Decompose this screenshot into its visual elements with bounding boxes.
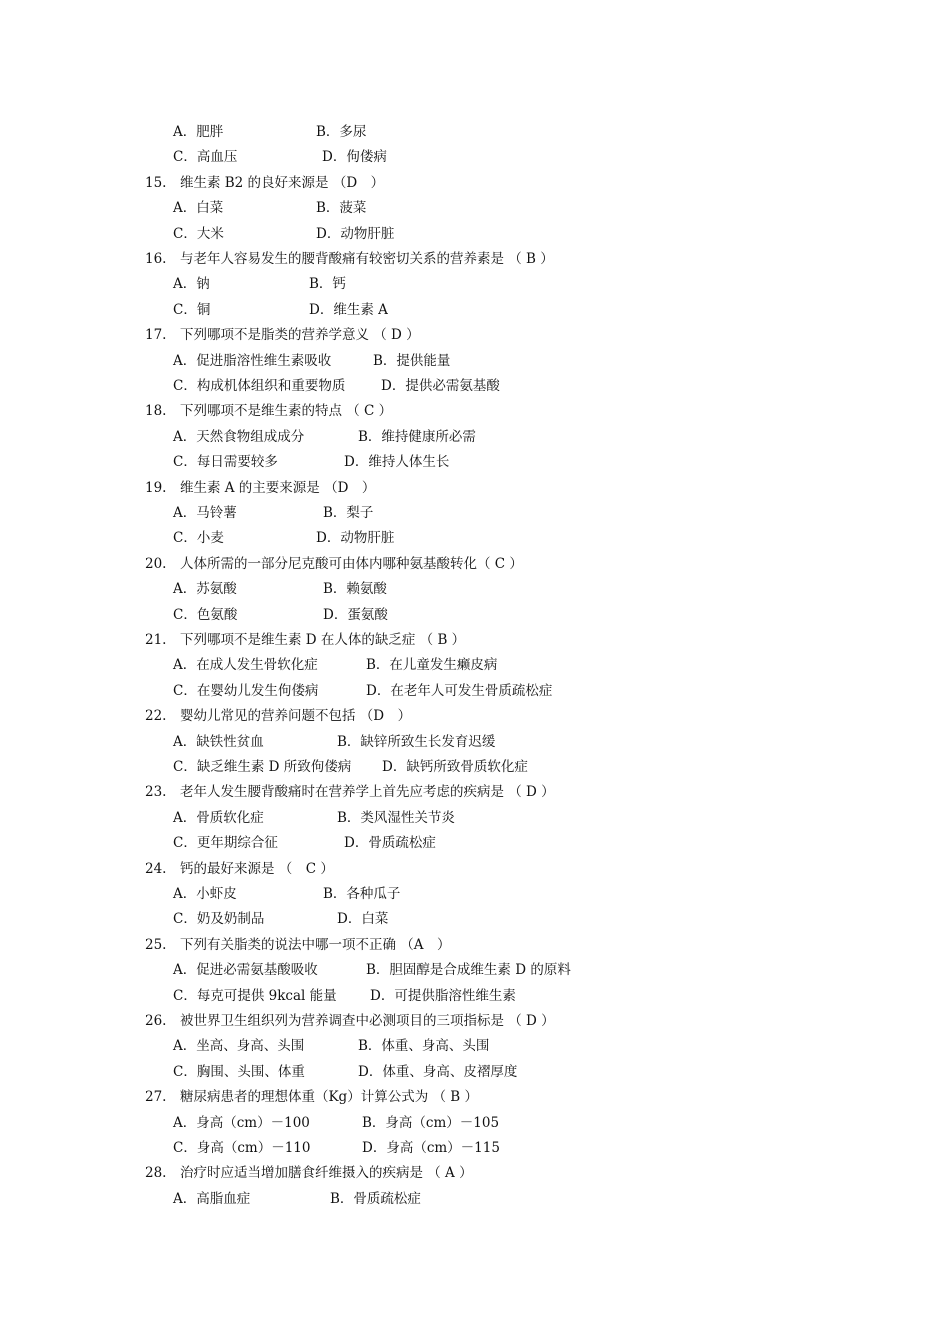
option-left: C．每克可提供 9kcal 能量 [173,988,337,1004]
option-right: B．骨质疏松症 [330,1191,421,1207]
option-right: B．维持健康所必需 [358,429,476,445]
option-left: C．构成机体组织和重要物质 [173,378,346,394]
option-right: D．佝偻病 [322,149,387,165]
question-stem: 27. 糖尿病患者的理想体重（Kg）计算公式为 （ B ） [145,1089,478,1105]
question-stem: 28. 治疗时应适当增加膳食纤维摄入的疾病是 （ A ） [145,1165,473,1181]
option-left: A．骨质软化症 [173,810,264,826]
question-stem: 25. 下列有关脂类的说法中哪一项不正确 （A ） [145,937,451,953]
option-right: B．赖氨酸 [323,581,387,597]
option-left: A．在成人发生骨软化症 [173,657,318,673]
question-stem: 20. 人体所需的一部分尼克酸可由体内哪种氨基酸转化（ C ） [145,556,523,572]
option-right: D．动物肝脏 [316,530,395,546]
option-left: A．高脂血症 [173,1191,251,1207]
question-stem: 16. 与老年人容易发生的腰背酸痛有较密切关系的营养素是 （ B ） [145,251,554,267]
option-right: D．身高（cm）－115 [362,1140,500,1156]
question-stem: 24. 钙的最好来源是 （ C ） [145,861,334,877]
option-left: C．在婴幼儿发生佝偻病 [173,683,319,699]
option-right: B．身高（cm）－105 [362,1115,500,1131]
question-stem: 15. 维生素 B2 的良好来源是 （D ） [145,175,385,191]
option-left: C．胸围、头围、体重 [173,1064,305,1080]
option-right: B．在儿童发生癞皮病 [366,657,498,673]
option-right: D．维持人体生长 [344,454,450,470]
option-right: D．可提供脂溶性维生素 [370,988,516,1004]
option-left: A．天然食物组成成分 [173,429,305,445]
question-stem: 22. 婴幼儿常见的营养问题不包括 （D ） [145,708,412,724]
option-right: B．胆固醇是合成维生素 D 的原料 [366,962,571,978]
option-right: B．类风湿性关节炎 [337,810,455,826]
option-left: C．大米 [173,226,224,242]
option-left: A．坐高、身高、头围 [173,1038,305,1054]
question-stem: 23. 老年人发生腰背酸痛时在营养学上首先应考虑的疾病是 （ D ） [145,784,555,800]
option-right: D．维生素 A [309,302,388,318]
option-left: C．高血压 [173,149,238,165]
option-right: D．白菜 [337,911,389,927]
option-right: B．各种瓜子 [323,886,401,902]
option-right: D．动物肝脏 [316,226,395,242]
option-right: B．钙 [309,276,346,292]
option-left: C．铜 [173,302,211,318]
option-left: A．促进必需氨基酸吸收 [173,962,318,978]
option-right: B．体重、身高、头围 [358,1038,490,1054]
option-left: C．奶及奶制品 [173,911,265,927]
option-right: D．骨质疏松症 [344,835,436,851]
question-stem: 19. 维生素 A 的主要来源是 （D ） [145,480,376,496]
option-left: A．肥胖 [173,124,224,140]
option-right: D．提供必需氨基酸 [381,378,500,394]
option-left: A．钠 [173,276,210,292]
option-right: D．体重、身高、皮褶厚度 [358,1064,518,1080]
option-left: C．缺乏维生素 D 所致佝偻病 [173,759,352,775]
option-right: D．在老年人可发生骨质疏松症 [366,683,553,699]
question-stem: 21. 下列哪项不是维生素 D 在人体的缺乏症 （ B ） [145,632,466,648]
option-left: A．身高（cm）－100 [173,1115,310,1131]
question-stem: 18. 下列哪项不是维生素的特点 （ C ） [145,403,393,419]
option-left: A．小虾皮 [173,886,237,902]
option-left: A．马铃薯 [173,505,237,521]
option-right: B．菠菜 [316,200,367,216]
question-stem: 17. 下列哪项不是脂类的营养学意义 （ D ） [145,327,420,343]
option-left: C．每日需要较多 [173,454,278,470]
option-left: C．色氨酸 [173,607,238,623]
option-right: D．蛋氨酸 [323,607,388,623]
option-left: C．小麦 [173,530,224,546]
option-left: C．身高（cm）－110 [173,1140,311,1156]
option-right: B．缺锌所致生长发育迟缓 [337,734,496,750]
option-left: A．苏氨酸 [173,581,237,597]
option-left: A．缺铁性贫血 [173,734,264,750]
option-left: A．促进脂溶性维生素吸收 [173,353,332,369]
option-left: A．白菜 [173,200,224,216]
option-right: B．梨子 [323,505,374,521]
option-right: B．提供能量 [373,353,451,369]
option-right: D．缺钙所致骨质软化症 [382,759,528,775]
option-right: B．多尿 [316,124,367,140]
question-stem: 26. 被世界卫生组织列为营养调查中必测项目的三项指标是 （ D ） [145,1013,555,1029]
option-left: C．更年期综合征 [173,835,278,851]
